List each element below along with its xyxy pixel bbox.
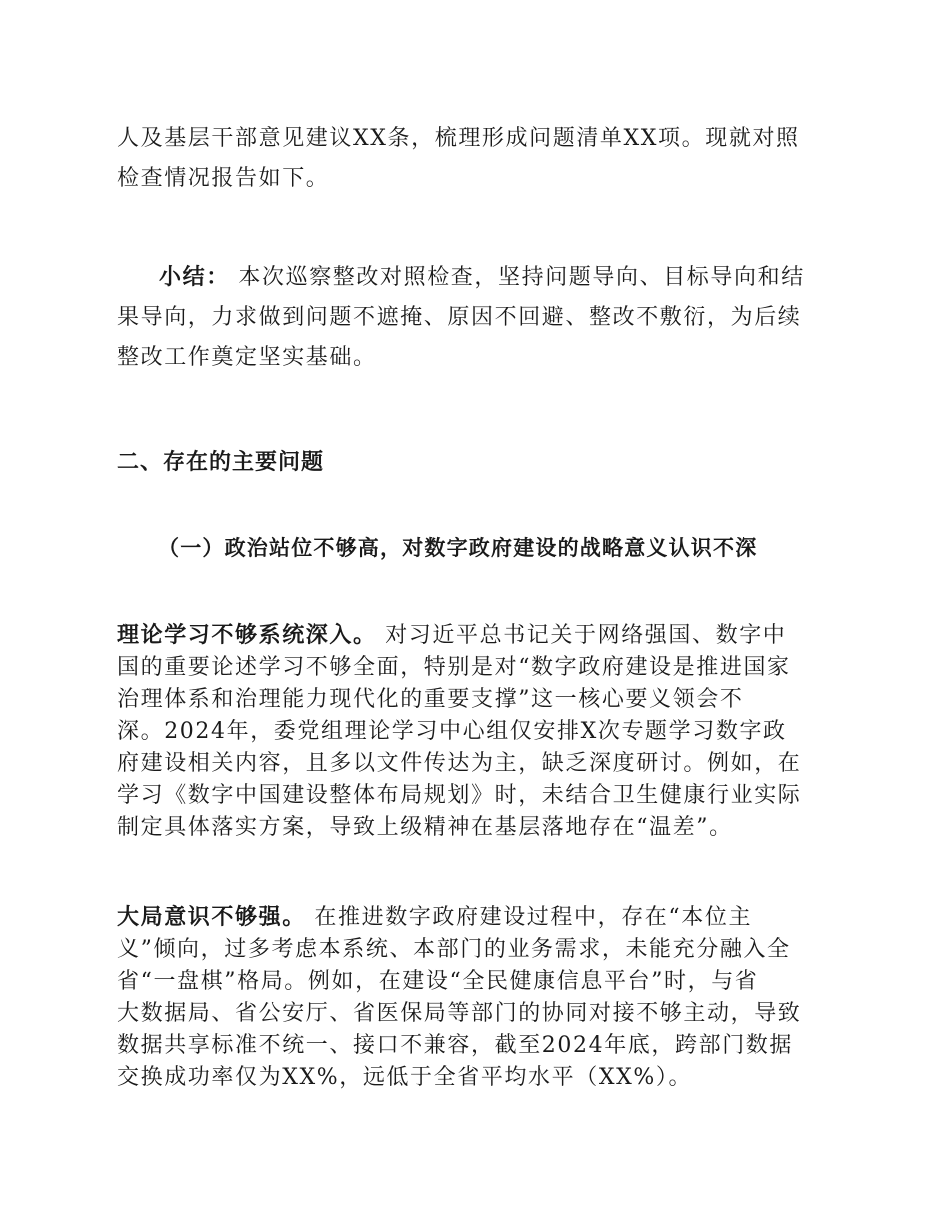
section-heading: [117, 445, 833, 481]
text-line: 府建设相关内容，且多以文件传达为主，缺乏深度研讨。例如，在: [117, 751, 802, 776]
text-line: 检查情况报告如下。: [117, 166, 330, 191]
summary-paragraph: [117, 258, 833, 378]
text-line: 义”倾向，过多考虑本系统、本部门的业务需求，未能充分融入全: [117, 937, 791, 962]
text-line: 深。2024年，委党组理论学习中心组仅安排X次专题学习数字政: [117, 719, 787, 744]
text-line: 数据共享标准不统一、接口不兼容，截至2024年底，跨部门数据: [117, 1033, 793, 1058]
theory-text: 对习近平总书记关于网络强国、数字中: [376, 623, 787, 648]
text-line: 省“一盘棋”格局。例如，在建设“全民健康信息平台”时，与省: [117, 969, 759, 994]
summary-label: 小结：: [159, 265, 230, 290]
text-line: 果导向，力求做到问题不遮掩、原因不回避、整改不敷衍，为后续: [117, 305, 802, 330]
text-line: 大数据局、省公安厅、省医保局等部门的协同对接不够主动，导致: [117, 1001, 802, 1026]
overall-text: 在推进数字政府建设过程中，存在“本位主: [305, 905, 753, 930]
subsection-title: （一）政治站位不够高，对数字政府建设的战略意义认识不深: [158, 536, 758, 560]
text-line: 整改工作奠定坚实基础。: [117, 345, 377, 370]
section-title: 二、存在的主要问题: [117, 450, 325, 475]
theory-first-line: [117, 620, 833, 652]
overall-lead: 大局意识不够强。: [117, 905, 306, 930]
text-line: 交换成功率仅为XX%，远低于全省平均水平（XX%）。: [117, 1065, 693, 1090]
text-line: 国的重要论述学习不够全面，特别是对“数字政府建设是推进国家: [117, 655, 791, 680]
text-line: 制定具体落实方案，导致上级精神在基层落地存在“温差”。: [117, 815, 733, 840]
summary-text: 本次巡察整改对照检查，坚持问题导向、目标导向和结: [229, 265, 805, 290]
text-line: 学习《数字中国建设整体布局规划》时，未结合卫生健康行业实际: [117, 783, 802, 808]
overall-paragraph: [117, 902, 833, 1094]
text-line: 治理体系和治理能力现代化的重要支撑”这一核心要义领会不: [117, 687, 744, 712]
theory-paragraph: [117, 620, 833, 844]
theory-lead: 理论学习不够系统深入。: [117, 623, 377, 648]
intro-paragraph: [117, 119, 833, 199]
overall-first-line: [117, 902, 833, 934]
subsection-heading: [158, 530, 838, 566]
text-line: 人及基层干部意见建议XX条，梳理形成问题清单XX项。现就对照: [117, 126, 800, 151]
summary-first-line: [117, 258, 833, 298]
